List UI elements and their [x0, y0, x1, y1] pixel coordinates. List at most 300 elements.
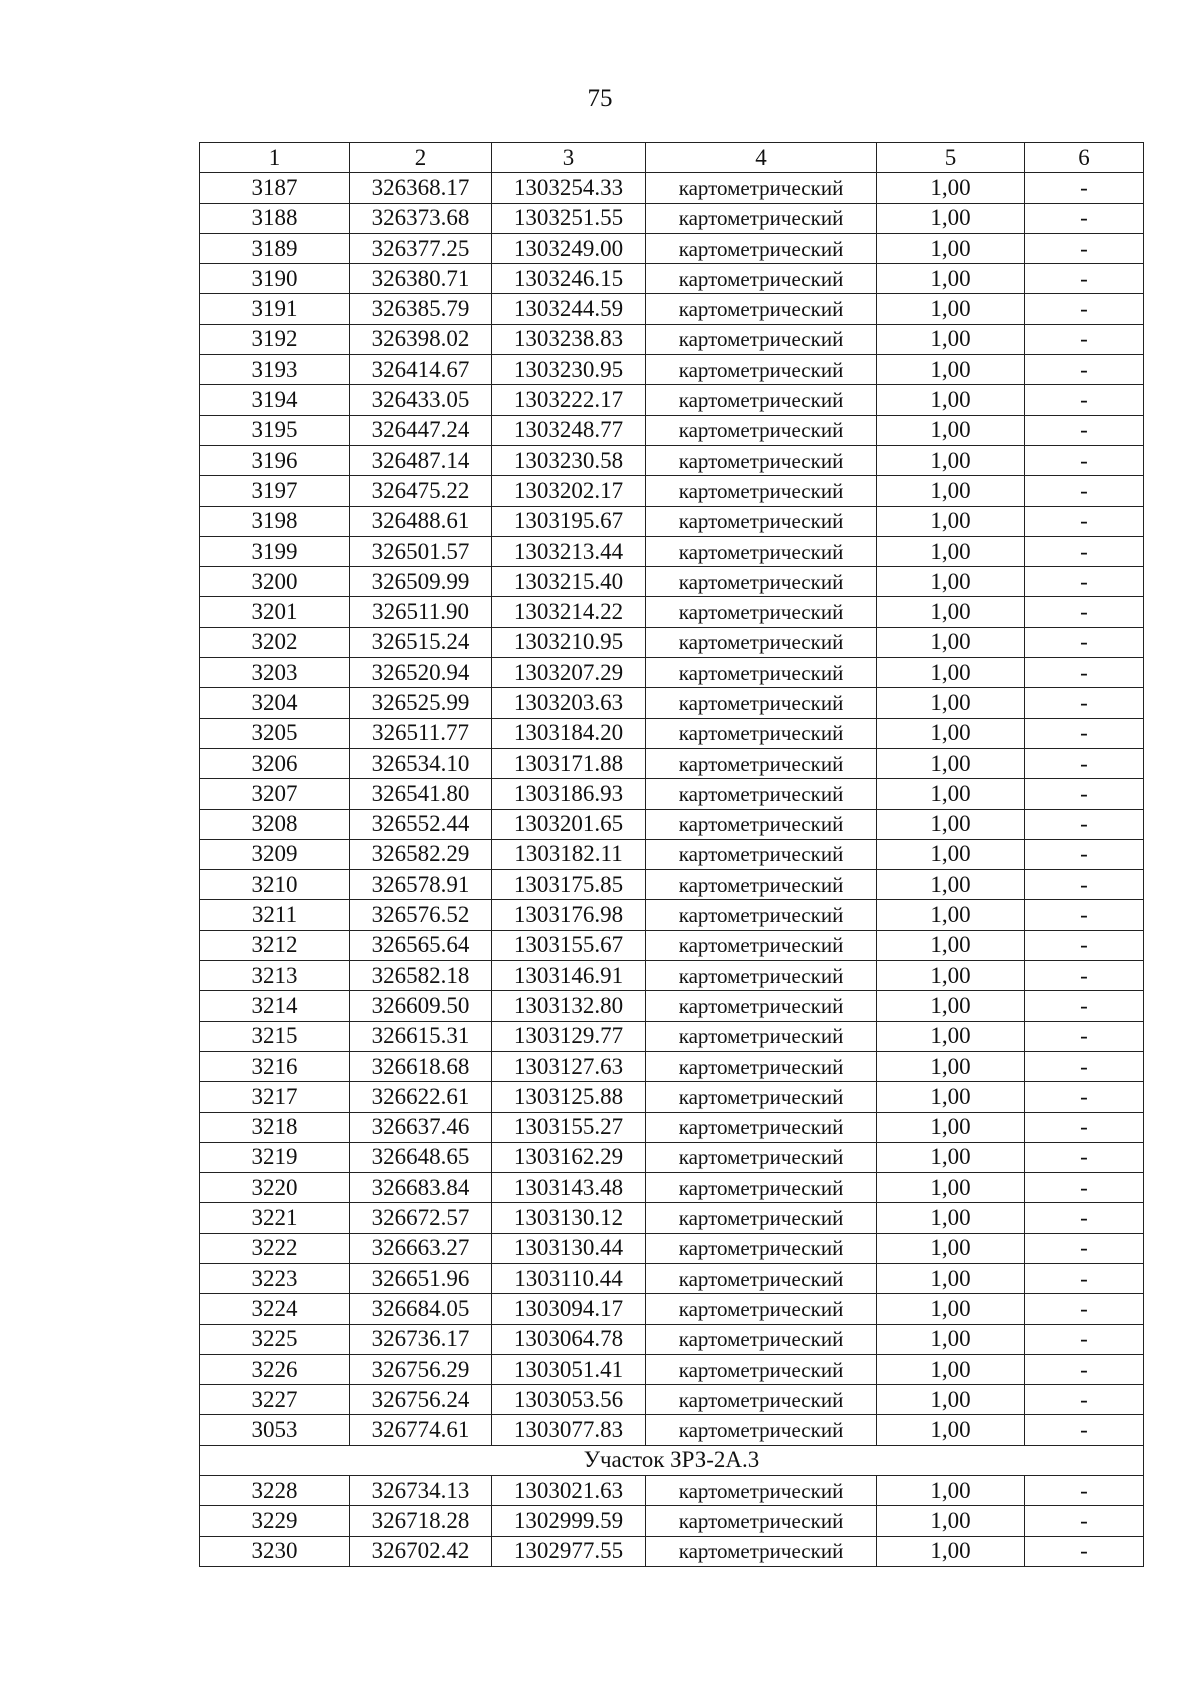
y-coordinate-cell: 1303053.56 [492, 1385, 646, 1415]
y-coordinate-cell: 1303125.88 [492, 1082, 646, 1112]
note-cell: - [1025, 870, 1144, 900]
point-number-cell: 3053 [200, 1415, 350, 1445]
table-row [200, 324, 1144, 354]
table-row [200, 445, 1144, 475]
note-cell: - [1025, 385, 1144, 415]
note-cell: - [1025, 688, 1144, 718]
accuracy-cell: 1,00 [877, 1142, 1025, 1172]
point-number-cell: 3209 [200, 839, 350, 869]
accuracy-cell: 1,00 [877, 597, 1025, 627]
x-coordinate-cell: 326609.50 [350, 991, 492, 1021]
method-cell: картометрический [646, 1415, 877, 1445]
x-coordinate-cell: 326734.13 [350, 1476, 492, 1506]
method-cell: картометрический [646, 233, 877, 263]
point-number-cell: 3194 [200, 385, 350, 415]
point-number-cell: 3230 [200, 1536, 350, 1566]
accuracy-cell: 1,00 [877, 415, 1025, 445]
table-row [200, 233, 1144, 263]
table-row [200, 597, 1144, 627]
method-cell: картометрический [646, 1506, 877, 1536]
point-number-cell: 3224 [200, 1294, 350, 1324]
y-coordinate-cell: 1303230.58 [492, 445, 646, 475]
note-cell: - [1025, 1324, 1144, 1354]
y-coordinate-cell: 1303051.41 [492, 1354, 646, 1384]
method-cell: картометрический [646, 1082, 877, 1112]
x-coordinate-cell: 326414.67 [350, 355, 492, 385]
method-cell: картометрический [646, 658, 877, 688]
y-coordinate-cell: 1303248.77 [492, 415, 646, 445]
x-coordinate-cell: 326736.17 [350, 1324, 492, 1354]
point-number-cell: 3200 [200, 567, 350, 597]
x-coordinate-cell: 326702.42 [350, 1536, 492, 1566]
table-row [200, 1142, 1144, 1172]
point-number-cell: 3215 [200, 1021, 350, 1051]
table-row [200, 748, 1144, 778]
point-number-cell: 3192 [200, 324, 350, 354]
x-coordinate-cell: 326718.28 [350, 1506, 492, 1536]
note-cell: - [1025, 324, 1144, 354]
note-cell: - [1025, 991, 1144, 1021]
accuracy-cell: 1,00 [877, 1173, 1025, 1203]
y-coordinate-cell: 1303201.65 [492, 809, 646, 839]
point-number-cell: 3212 [200, 930, 350, 960]
table-row [200, 1324, 1144, 1354]
x-coordinate-cell: 326509.99 [350, 567, 492, 597]
x-coordinate-cell: 326756.29 [350, 1354, 492, 1384]
accuracy-cell: 1,00 [877, 1415, 1025, 1445]
method-cell: картометрический [646, 1112, 877, 1142]
table-row [200, 1263, 1144, 1293]
method-cell: картометрический [646, 930, 877, 960]
table-row [200, 1385, 1144, 1415]
accuracy-cell: 1,00 [877, 1233, 1025, 1263]
table-row [200, 173, 1144, 203]
x-coordinate-cell: 326377.25 [350, 233, 492, 263]
x-coordinate-cell: 326475.22 [350, 476, 492, 506]
table-row [200, 1476, 1144, 1506]
accuracy-cell: 1,00 [877, 809, 1025, 839]
method-cell: картометрический [646, 173, 877, 203]
note-cell: - [1025, 1354, 1144, 1384]
method-cell: картометрический [646, 1051, 877, 1081]
method-cell: картометрический [646, 1324, 877, 1354]
point-number-cell: 3213 [200, 961, 350, 991]
y-coordinate-cell: 1303110.44 [492, 1263, 646, 1293]
table-row [200, 991, 1144, 1021]
y-coordinate-cell: 1303202.17 [492, 476, 646, 506]
method-cell: картометрический [646, 506, 877, 536]
method-cell: картометрический [646, 1263, 877, 1293]
x-coordinate-cell: 326525.99 [350, 688, 492, 718]
point-number-cell: 3220 [200, 1173, 350, 1203]
x-coordinate-cell: 326648.65 [350, 1142, 492, 1172]
header-cell: 1 [200, 143, 350, 173]
note-cell: - [1025, 1385, 1144, 1415]
point-number-cell: 3222 [200, 1233, 350, 1263]
method-cell: картометрический [646, 445, 877, 475]
method-cell: картометрический [646, 870, 877, 900]
note-cell: - [1025, 536, 1144, 566]
x-coordinate-cell: 326447.24 [350, 415, 492, 445]
x-coordinate-cell: 326515.24 [350, 627, 492, 657]
method-cell: картометрический [646, 1173, 877, 1203]
method-cell: картометрический [646, 1142, 877, 1172]
note-cell: - [1025, 1476, 1144, 1506]
accuracy-cell: 1,00 [877, 991, 1025, 1021]
accuracy-cell: 1,00 [877, 658, 1025, 688]
accuracy-cell: 1,00 [877, 961, 1025, 991]
note-cell: - [1025, 748, 1144, 778]
y-coordinate-cell: 1303215.40 [492, 567, 646, 597]
note-cell: - [1025, 839, 1144, 869]
accuracy-cell: 1,00 [877, 203, 1025, 233]
x-coordinate-cell: 326373.68 [350, 203, 492, 233]
table-row [200, 1203, 1144, 1233]
y-coordinate-cell: 1303171.88 [492, 748, 646, 778]
point-number-cell: 3188 [200, 203, 350, 233]
method-cell: картометрический [646, 627, 877, 657]
y-coordinate-cell: 1303130.44 [492, 1233, 646, 1263]
point-number-cell: 3211 [200, 900, 350, 930]
table-row [200, 839, 1144, 869]
accuracy-cell: 1,00 [877, 930, 1025, 960]
point-number-cell: 3197 [200, 476, 350, 506]
note-cell: - [1025, 658, 1144, 688]
note-cell: - [1025, 1142, 1144, 1172]
method-cell: картометрический [646, 1536, 877, 1566]
note-cell: - [1025, 415, 1144, 445]
x-coordinate-cell: 326684.05 [350, 1294, 492, 1324]
x-coordinate-cell: 326520.94 [350, 658, 492, 688]
note-cell: - [1025, 567, 1144, 597]
table-row [200, 961, 1144, 991]
method-cell: картометрический [646, 567, 877, 597]
y-coordinate-cell: 1303213.44 [492, 536, 646, 566]
note-cell: - [1025, 1173, 1144, 1203]
table-row [200, 1112, 1144, 1142]
point-number-cell: 3208 [200, 809, 350, 839]
table-row [200, 930, 1144, 960]
y-coordinate-cell: 1303207.29 [492, 658, 646, 688]
method-cell: картометрический [646, 809, 877, 839]
note-cell: - [1025, 961, 1144, 991]
y-coordinate-cell: 1303155.67 [492, 930, 646, 960]
accuracy-cell: 1,00 [877, 627, 1025, 657]
table-row [200, 506, 1144, 536]
y-coordinate-cell: 1303203.63 [492, 688, 646, 718]
accuracy-cell: 1,00 [877, 567, 1025, 597]
point-number-cell: 3202 [200, 627, 350, 657]
method-cell: картометрический [646, 1294, 877, 1324]
table-row [200, 1536, 1144, 1566]
y-coordinate-cell: 1303182.11 [492, 839, 646, 869]
x-coordinate-cell: 326488.61 [350, 506, 492, 536]
y-coordinate-cell: 1302999.59 [492, 1506, 646, 1536]
method-cell: картометрический [646, 1385, 877, 1415]
note-cell: - [1025, 294, 1144, 324]
table-row [200, 567, 1144, 597]
y-coordinate-cell: 1303143.48 [492, 1173, 646, 1203]
y-coordinate-cell: 1303132.80 [492, 991, 646, 1021]
accuracy-cell: 1,00 [877, 1476, 1025, 1506]
y-coordinate-cell: 1303129.77 [492, 1021, 646, 1051]
method-cell: картометрический [646, 203, 877, 233]
note-cell: - [1025, 718, 1144, 748]
point-number-cell: 3229 [200, 1506, 350, 1536]
note-cell: - [1025, 1021, 1144, 1051]
point-number-cell: 3201 [200, 597, 350, 627]
x-coordinate-cell: 326433.05 [350, 385, 492, 415]
header-cell: 4 [646, 143, 877, 173]
table-row [200, 476, 1144, 506]
y-coordinate-cell: 1303214.22 [492, 597, 646, 627]
point-number-cell: 3195 [200, 415, 350, 445]
table-row [200, 1021, 1144, 1051]
accuracy-cell: 1,00 [877, 506, 1025, 536]
accuracy-cell: 1,00 [877, 688, 1025, 718]
accuracy-cell: 1,00 [877, 748, 1025, 778]
accuracy-cell: 1,00 [877, 1506, 1025, 1536]
note-cell: - [1025, 930, 1144, 960]
point-number-cell: 3198 [200, 506, 350, 536]
x-coordinate-cell: 326380.71 [350, 264, 492, 294]
x-coordinate-cell: 326511.77 [350, 718, 492, 748]
note-cell: - [1025, 1506, 1144, 1536]
point-number-cell: 3199 [200, 536, 350, 566]
x-coordinate-cell: 326582.29 [350, 839, 492, 869]
method-cell: картометрический [646, 355, 877, 385]
y-coordinate-cell: 1303195.67 [492, 506, 646, 536]
note-cell: - [1025, 1536, 1144, 1566]
accuracy-cell: 1,00 [877, 1536, 1025, 1566]
accuracy-cell: 1,00 [877, 1354, 1025, 1384]
y-coordinate-cell: 1303162.29 [492, 1142, 646, 1172]
x-coordinate-cell: 326622.61 [350, 1082, 492, 1112]
note-cell: - [1025, 506, 1144, 536]
point-number-cell: 3228 [200, 1476, 350, 1506]
header-row [200, 143, 1144, 173]
method-cell: картометрический [646, 748, 877, 778]
accuracy-cell: 1,00 [877, 1263, 1025, 1293]
note-cell: - [1025, 779, 1144, 809]
table-row [200, 385, 1144, 415]
method-cell: картометрический [646, 415, 877, 445]
x-coordinate-cell: 326578.91 [350, 870, 492, 900]
y-coordinate-cell: 1303077.83 [492, 1415, 646, 1445]
point-number-cell: 3189 [200, 233, 350, 263]
table-row [200, 688, 1144, 718]
method-cell: картометрический [646, 536, 877, 566]
table-row [200, 870, 1144, 900]
method-cell: картометрический [646, 324, 877, 354]
point-number-cell: 3216 [200, 1051, 350, 1081]
accuracy-cell: 1,00 [877, 1294, 1025, 1324]
table-row [200, 1506, 1144, 1536]
x-coordinate-cell: 326637.46 [350, 1112, 492, 1142]
point-number-cell: 3193 [200, 355, 350, 385]
point-number-cell: 3187 [200, 173, 350, 203]
y-coordinate-cell: 1303210.95 [492, 627, 646, 657]
point-number-cell: 3210 [200, 870, 350, 900]
x-coordinate-cell: 326576.52 [350, 900, 492, 930]
accuracy-cell: 1,00 [877, 324, 1025, 354]
note-cell: - [1025, 264, 1144, 294]
method-cell: картометрический [646, 779, 877, 809]
header-cell: 6 [1025, 143, 1144, 173]
method-cell: картометрический [646, 1354, 877, 1384]
method-cell: картометрический [646, 900, 877, 930]
accuracy-cell: 1,00 [877, 718, 1025, 748]
table-row [200, 203, 1144, 233]
x-coordinate-cell: 326651.96 [350, 1263, 492, 1293]
method-cell: картометрический [646, 961, 877, 991]
x-coordinate-cell: 326774.61 [350, 1415, 492, 1445]
table-row [200, 355, 1144, 385]
section-row [200, 1445, 1144, 1475]
method-cell: картометрический [646, 688, 877, 718]
method-cell: картометрический [646, 385, 877, 415]
accuracy-cell: 1,00 [877, 294, 1025, 324]
header-cell: 5 [877, 143, 1025, 173]
x-coordinate-cell: 326618.68 [350, 1051, 492, 1081]
x-coordinate-cell: 326368.17 [350, 173, 492, 203]
point-number-cell: 3204 [200, 688, 350, 718]
table-row [200, 1294, 1144, 1324]
accuracy-cell: 1,00 [877, 445, 1025, 475]
accuracy-cell: 1,00 [877, 1112, 1025, 1142]
method-cell: картометрический [646, 1021, 877, 1051]
table-row [200, 415, 1144, 445]
method-cell: картометрический [646, 839, 877, 869]
x-coordinate-cell: 326615.31 [350, 1021, 492, 1051]
accuracy-cell: 1,00 [877, 536, 1025, 566]
accuracy-cell: 1,00 [877, 1082, 1025, 1112]
note-cell: - [1025, 900, 1144, 930]
table-row [200, 1051, 1144, 1081]
note-cell: - [1025, 1233, 1144, 1263]
point-number-cell: 3206 [200, 748, 350, 778]
note-cell: - [1025, 597, 1144, 627]
method-cell: картометрический [646, 597, 877, 627]
y-coordinate-cell: 1303146.91 [492, 961, 646, 991]
y-coordinate-cell: 1303094.17 [492, 1294, 646, 1324]
table-row [200, 658, 1144, 688]
y-coordinate-cell: 1303184.20 [492, 718, 646, 748]
y-coordinate-cell: 1303127.63 [492, 1051, 646, 1081]
x-coordinate-cell: 326552.44 [350, 809, 492, 839]
accuracy-cell: 1,00 [877, 900, 1025, 930]
y-coordinate-cell: 1303155.27 [492, 1112, 646, 1142]
x-coordinate-cell: 326683.84 [350, 1173, 492, 1203]
y-coordinate-cell: 1302977.55 [492, 1536, 646, 1566]
note-cell: - [1025, 809, 1144, 839]
y-coordinate-cell: 1303244.59 [492, 294, 646, 324]
method-cell: картометрический [646, 991, 877, 1021]
accuracy-cell: 1,00 [877, 1021, 1025, 1051]
method-cell: картометрический [646, 1203, 877, 1233]
point-number-cell: 3214 [200, 991, 350, 1021]
x-coordinate-cell: 326565.64 [350, 930, 492, 960]
note-cell: - [1025, 1415, 1144, 1445]
point-number-cell: 3190 [200, 264, 350, 294]
point-number-cell: 3218 [200, 1112, 350, 1142]
point-number-cell: 3226 [200, 1354, 350, 1384]
note-cell: - [1025, 1203, 1144, 1233]
x-coordinate-cell: 326582.18 [350, 961, 492, 991]
accuracy-cell: 1,00 [877, 1051, 1025, 1081]
header-cell: 2 [350, 143, 492, 173]
table-body [200, 143, 1144, 1567]
method-cell: картометрический [646, 1233, 877, 1263]
accuracy-cell: 1,00 [877, 173, 1025, 203]
note-cell: - [1025, 445, 1144, 475]
table-row [200, 809, 1144, 839]
page-number: 75 [587, 85, 613, 112]
point-number-cell: 3205 [200, 718, 350, 748]
y-coordinate-cell: 1303222.17 [492, 385, 646, 415]
point-number-cell: 3227 [200, 1385, 350, 1415]
accuracy-cell: 1,00 [877, 355, 1025, 385]
y-coordinate-cell: 1303249.00 [492, 233, 646, 263]
x-coordinate-cell: 326672.57 [350, 1203, 492, 1233]
y-coordinate-cell: 1303186.93 [492, 779, 646, 809]
accuracy-cell: 1,00 [877, 779, 1025, 809]
table-row [200, 718, 1144, 748]
table-row [200, 627, 1144, 657]
table-row [200, 1415, 1144, 1445]
section-title: Участок ЗРЗ-2А.3 [200, 1445, 1144, 1475]
x-coordinate-cell: 326385.79 [350, 294, 492, 324]
note-cell: - [1025, 1294, 1144, 1324]
note-cell: - [1025, 203, 1144, 233]
method-cell: картометрический [646, 264, 877, 294]
accuracy-cell: 1,00 [877, 264, 1025, 294]
accuracy-cell: 1,00 [877, 870, 1025, 900]
accuracy-cell: 1,00 [877, 1385, 1025, 1415]
y-coordinate-cell: 1303176.98 [492, 900, 646, 930]
accuracy-cell: 1,00 [877, 233, 1025, 263]
point-number-cell: 3223 [200, 1263, 350, 1293]
y-coordinate-cell: 1303021.63 [492, 1476, 646, 1506]
x-coordinate-cell: 326398.02 [350, 324, 492, 354]
note-cell: - [1025, 476, 1144, 506]
y-coordinate-cell: 1303064.78 [492, 1324, 646, 1354]
y-coordinate-cell: 1303230.95 [492, 355, 646, 385]
table-row [200, 1173, 1144, 1203]
point-number-cell: 3191 [200, 294, 350, 324]
y-coordinate-cell: 1303251.55 [492, 203, 646, 233]
note-cell: - [1025, 1082, 1144, 1112]
x-coordinate-cell: 326541.80 [350, 779, 492, 809]
table-row [200, 294, 1144, 324]
x-coordinate-cell: 326487.14 [350, 445, 492, 475]
x-coordinate-cell: 326756.24 [350, 1385, 492, 1415]
y-coordinate-cell: 1303238.83 [492, 324, 646, 354]
note-cell: - [1025, 173, 1144, 203]
table-row [200, 264, 1144, 294]
coordinates-table [199, 142, 1144, 1567]
y-coordinate-cell: 1303130.12 [492, 1203, 646, 1233]
method-cell: картометрический [646, 1476, 877, 1506]
table-row [200, 900, 1144, 930]
accuracy-cell: 1,00 [877, 1203, 1025, 1233]
accuracy-cell: 1,00 [877, 385, 1025, 415]
x-coordinate-cell: 326511.90 [350, 597, 492, 627]
point-number-cell: 3207 [200, 779, 350, 809]
accuracy-cell: 1,00 [877, 476, 1025, 506]
accuracy-cell: 1,00 [877, 1324, 1025, 1354]
y-coordinate-cell: 1303175.85 [492, 870, 646, 900]
